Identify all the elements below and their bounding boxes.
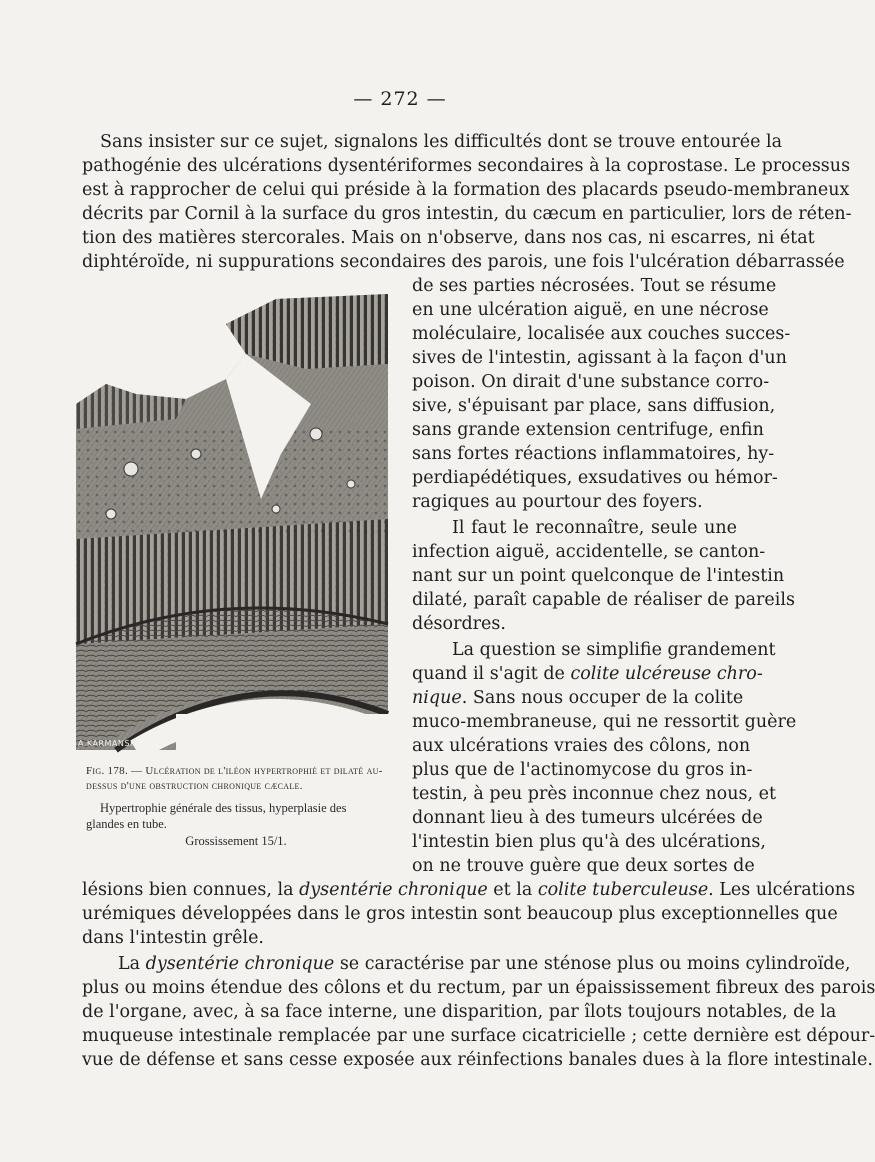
text-line: moléculaire, localisée aux couches succes-	[412, 324, 791, 344]
text-span: La	[118, 954, 146, 974]
text-line: dilaté, paraît capable de réaliser de pareils	[412, 590, 795, 610]
italic-term: colite tuberculeuse	[537, 880, 709, 900]
text-line: on ne trouve guère que deux sortes de	[412, 856, 755, 876]
text-line: sans grande extension centrifuge, enfin	[412, 420, 764, 440]
text-line	[82, 878, 856, 902]
text-line: testin, à peu près inconnue chez nous, et	[412, 784, 776, 804]
text-line	[118, 952, 851, 976]
artist-signature: A.KARMANSKI	[78, 739, 139, 748]
text-line: infection aiguë, accidentelle, se canton-	[412, 542, 766, 562]
text-line: plus ou moins étendue des côlons et du rectum, par un épaississement fibreux des parois	[82, 978, 875, 998]
text-line: sans fortes réactions inflammatoires, hy-	[412, 444, 775, 464]
text-line: Il faut le reconnaître, seule une	[452, 518, 737, 538]
text-line: poison. On dirait d'une substance corro-	[412, 372, 770, 392]
text-span: et la	[487, 880, 538, 900]
text-line	[412, 662, 763, 686]
text-line: tion des matières stercorales. Mais on n'observe, dans nos cas, ni escarres, ni état	[82, 228, 815, 248]
text-line: désordres.	[412, 614, 506, 634]
italic-term: colite ulcéreuse chro-	[570, 664, 763, 684]
text-line: muqueuse intestinale remplacée par une surface cicatricielle ; cette dernière est dépour-	[82, 1026, 875, 1046]
text-line: urémiques développées dans le gros intestin sont beaucoup plus exceptionnelles que	[82, 904, 838, 924]
text-line: est à rapprocher de celui qui préside à la formation des placards pseudo-membraneux	[82, 180, 850, 200]
text-span: . Les ulcérations	[708, 880, 856, 900]
figure-caption-magnification: Grossissement 15/1.	[185, 834, 287, 848]
text-line: dans l'intestin grêle.	[82, 928, 264, 948]
text-line: sives de l'intestin, agissant à la façon d'un	[412, 348, 787, 368]
text-line: pathogénie des ulcérations dysentériformes secondaires à la coprostase. Le processus	[82, 156, 851, 176]
italic-term: dysentérie chronique	[145, 954, 335, 974]
text-line: décrits par Cornil à la surface du gros intestin, du cæcum en particulier, lors de réten-	[82, 204, 852, 224]
text-line: perdiapédétiques, exsudatives ou hémor-	[412, 468, 778, 488]
figure-caption-description: Hypertrophie générale des tissus, hyperplasie des glandes en tube.	[86, 801, 347, 831]
text-line: ragiques au pourtour des foyers.	[412, 492, 703, 512]
text-line: vue de défense et sans cesse exposée aux réinfections banales dues à la flore intestinale.	[82, 1050, 873, 1070]
text-span: quand il s'agit de	[412, 664, 571, 684]
text-line: de l'organe, avec, à sa face interne, une disparition, par îlots toujours notables, de la	[82, 1002, 837, 1022]
text-span: . Sans nous occuper de la colite	[461, 688, 744, 708]
text-line: l'intestin bien plus qu'à des ulcérations,	[412, 832, 766, 852]
text-line: de ses parties nécrosées. Tout se résume	[412, 276, 777, 296]
text-line: La question se simplifie grandement	[452, 640, 776, 660]
text-line: aux ulcérations vraies des côlons, non	[412, 736, 751, 756]
text-line: diphtéroïde, ni suppurations secondaires des parois, une fois l'ulcération débarrassée	[82, 252, 845, 272]
text-line: donnant lieu à des tumeurs ulcérées de	[412, 808, 763, 828]
text-span: lésions bien connues, la	[82, 880, 300, 900]
text-line	[412, 686, 744, 710]
italic-term: dysentérie chronique	[299, 880, 488, 900]
text-line: Sans insister sur ce sujet, signalons les difficultés dont se trouve entourée la	[100, 132, 783, 152]
text-line: sive, s'épuisant par place, sans diffusion,	[412, 396, 776, 416]
text-line: nant sur un point quelconque de l'intestin	[412, 566, 785, 586]
text-line: en une ulcération aiguë, en une nécrose	[412, 300, 769, 320]
figure-caption-title: Fig. 178. — Ulcération de l'iléon hypertrophié et dilaté au-dessus d'une obstruction chronique cæcale.	[86, 765, 383, 792]
text-span: se caractérise par une sténose plus ou moins cylindroïde,	[334, 954, 851, 974]
text-line: plus que de l'actinomycose du gros in-	[412, 760, 753, 780]
italic-term: nique	[412, 688, 462, 708]
histology-illustration	[76, 294, 388, 750]
histology-figure	[76, 294, 388, 750]
page-number: — 272 —	[353, 88, 447, 110]
text-line: muco-membraneuse, qui ne ressortit guère	[412, 712, 797, 732]
